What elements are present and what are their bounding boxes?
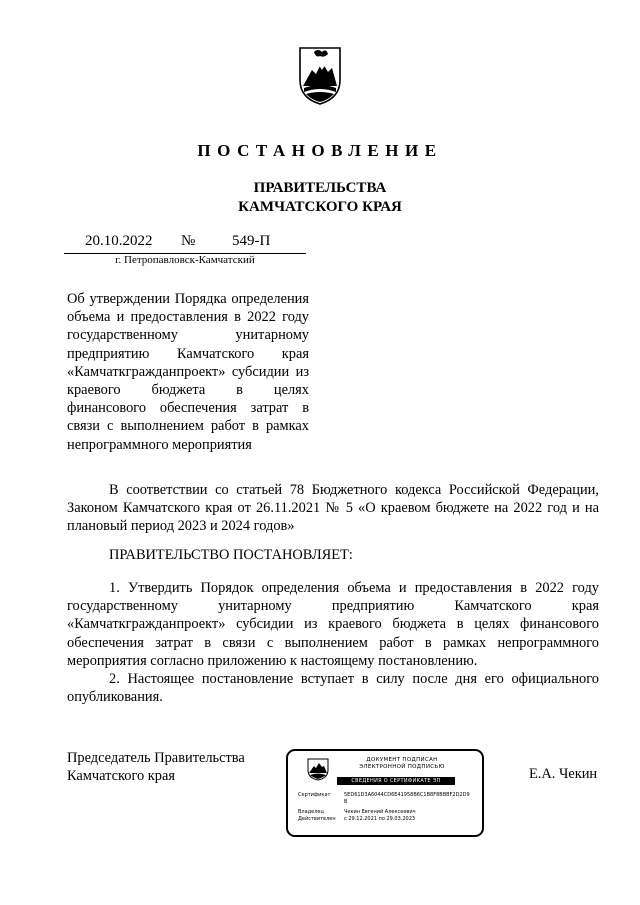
electronic-signature-stamp <box>286 749 484 837</box>
number-sign: № <box>181 233 196 249</box>
item-2-paragraph: 2. Настоящее постановление вступает в силу после дня его официального опубликования. <box>67 671 599 706</box>
owner-label: Владелец <box>298 809 324 815</box>
registration-row <box>64 233 306 254</box>
position-line-1: Председатель Правительства <box>67 750 245 766</box>
certificate-value: 5ED61D3A6044CD6E41958B6C1B8F8BBBF2D2D9B <box>344 792 470 805</box>
authority-line-1: ПРАВИТЕЛЬСТВА <box>253 180 387 196</box>
stamp-title <box>338 757 466 771</box>
stamp-row-owner <box>298 809 472 816</box>
document-date: 20.10.2022 <box>85 233 153 249</box>
document-type-heading: ПОСТАНОВЛЕНИЕ <box>197 141 443 160</box>
city-line: г. Петропавловск-Камчатский <box>115 254 255 266</box>
resolves-line: ПРАВИТЕЛЬСТВО ПОСТАНОВЛЯЕТ: <box>109 547 353 563</box>
preamble-paragraph: В соответствии со статьей 78 Бюджетного кодекса Российской Федерации, Законом Камчатского края от 26.11.2021 № 5 «О краевом бюджете на 2022 год и на плановый период 2023 и 2024 годов» <box>67 482 599 535</box>
stamp-row-certificate <box>298 792 472 805</box>
validity-label: Действителен <box>298 816 336 822</box>
item-1-paragraph: 1. Утвердить Порядок определения объема и предоставления в 2022 году государственному унитарному предприятию Камчатского края «Камчаткгражданпроект» субсидии из краевого бюджета в целях финансового обеспечения затрат в связи с выполнением работ в рамках непрограммного мероприятия согласно приложению к настоящему постановлению. <box>67 580 599 669</box>
document-subject: Об утверждении Порядка определения объема и предоставления в 2022 году государственному унитарному предприятию Камчатского края «Камчаткгражданпроект» субсидии из краевого бюджета в целях финансового обеспечения затрат в связи с выполнением работ в рамках непрограммного мероприятия <box>67 291 309 453</box>
stamp-title-line-1: ДОКУМЕНТ ПОДПИСАН <box>366 757 438 763</box>
stamp-coat-of-arms-icon <box>306 757 330 781</box>
certificate-label: Сертификат <box>298 792 331 798</box>
owner-value: Чекин Евгений Алексеевич <box>344 809 416 815</box>
stamp-certificate-bar: СВЕДЕНИЯ О СЕРТИФИКАТЕ ЭП <box>337 777 455 785</box>
signatory-name: Е.А. Чекин <box>529 766 598 782</box>
issuing-authority <box>0 179 640 217</box>
signatory-position <box>67 749 245 785</box>
kamchatka-coat-of-arms-icon <box>298 46 342 106</box>
stamp-title-line-2: ЭЛЕКТРОННОЙ ПОДПИСЬЮ <box>359 764 445 770</box>
authority-line-2: КАМЧАТСКОГО КРАЯ <box>238 199 402 215</box>
position-line-2: Камчатского края <box>67 768 175 785</box>
document-number: 549-П <box>232 233 271 249</box>
validity-value: с 29.12.2021 по 29.03.2023 <box>344 816 416 822</box>
stamp-row-validity <box>298 816 472 823</box>
